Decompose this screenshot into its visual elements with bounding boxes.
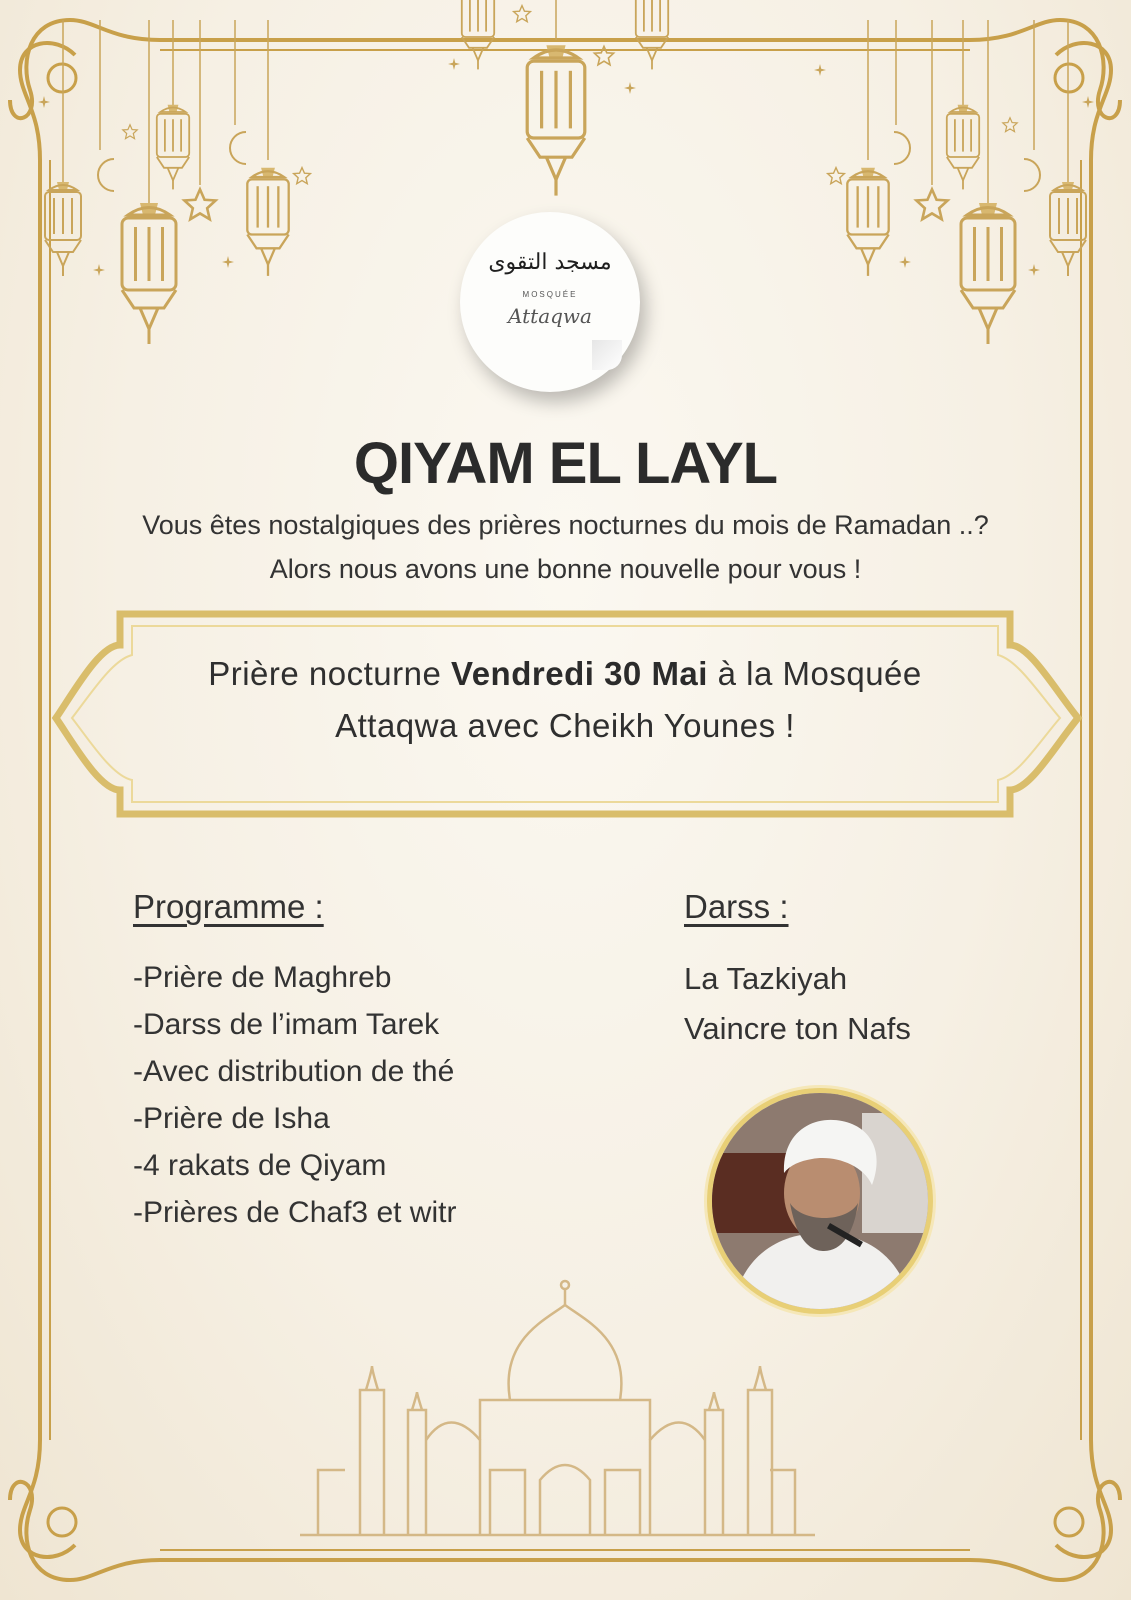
list-item: -Avec distribution de thé (133, 1055, 455, 1088)
announcement-before: Prière nocturne (208, 655, 452, 692)
sticker-curl (592, 340, 622, 370)
announcement-after: à la Mosquée (707, 655, 922, 692)
crescent-icon (98, 132, 1040, 191)
list-item: -4 rakats de Qiyam (133, 1149, 387, 1182)
speaker-photo (712, 1093, 928, 1309)
announcement-date: Vendredi 30 Mai (451, 655, 708, 692)
list-item: Vaincre ton Nafs (684, 1011, 911, 1046)
announcement-line-2: Attaqwa avec Cheikh Younes ! (335, 707, 795, 744)
logo-brand: Attaqwa (508, 304, 592, 328)
list-item: -Darss de l’imam Tarek (133, 1008, 440, 1041)
darss-list (684, 954, 911, 1054)
list-item: -Prières de Chaf3 et witr (133, 1196, 457, 1229)
list-item: -Prière de Maghreb (133, 961, 392, 994)
logo-arabic-name: مسجد التقوى (488, 250, 612, 275)
page-title: QIYAM EL LAYL (353, 431, 778, 496)
logo-label: MOSQUÉE (522, 290, 578, 299)
list-item: La Tazkiyah (684, 961, 848, 996)
mosque-outline-icon (300, 1281, 815, 1535)
darss-heading: Darss : (684, 888, 789, 925)
list-item: -Prière de Isha (133, 1102, 330, 1135)
announcement-line-1 (150, 648, 980, 700)
intro-line-1: Vous êtes nostalgiques des prières nocturnes du mois de Ramadan ..? (142, 510, 989, 540)
intro-text (0, 503, 1131, 591)
programme-list (133, 954, 456, 1236)
mosque-logo (460, 212, 640, 392)
speaker-portrait (707, 1088, 933, 1314)
hanging-strings (63, 0, 1068, 205)
programme-heading: Programme : (133, 888, 324, 925)
announcement (150, 648, 980, 752)
intro-line-2: Alors nous avons une bonne nouvelle pour vous ! (269, 554, 862, 584)
